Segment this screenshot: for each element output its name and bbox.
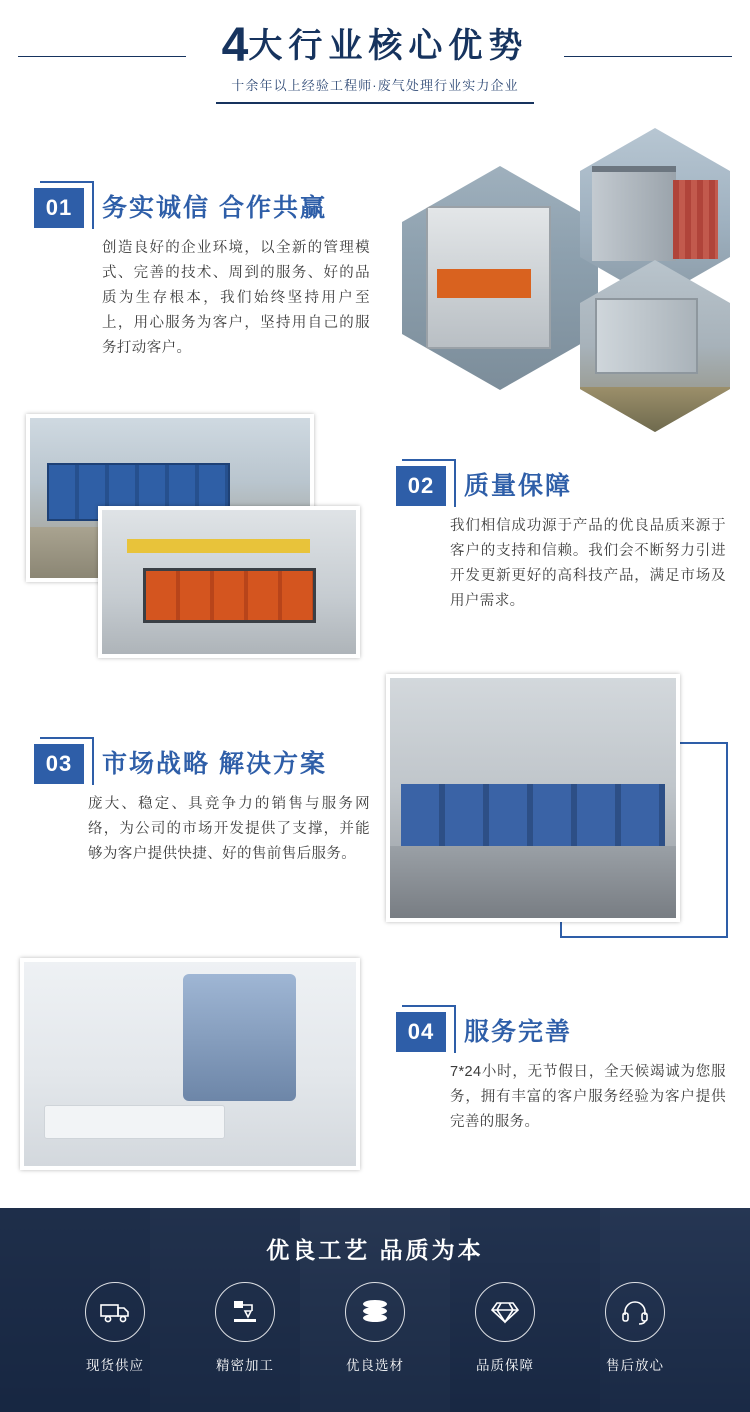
headset-icon (605, 1282, 665, 1342)
footer-item-aftersales (589, 1282, 681, 1374)
footer-item-label: 售后放心 (606, 1358, 664, 1373)
photo-workshop-install (386, 674, 680, 922)
section-04-number-wrap (396, 1012, 446, 1052)
footer-item-material (329, 1282, 421, 1374)
section-02-text (396, 466, 726, 614)
footer-item-label: 现货供应 (86, 1358, 144, 1373)
photo-catalytic-furnace (98, 506, 360, 658)
section-02-number-wrap (396, 466, 446, 506)
title-number: 4 (221, 19, 249, 72)
footer-item-supply (69, 1282, 161, 1374)
footer-item-label: 品质保障 (476, 1358, 534, 1373)
section-01-text (34, 188, 370, 361)
header-rule-left (18, 56, 186, 57)
footer-item-quality (459, 1282, 551, 1374)
footer-title: 优良工艺 品质为本 (266, 1237, 484, 1263)
section-03-number-wrap (34, 744, 84, 784)
footer-item-label: 精密加工 (216, 1358, 274, 1373)
page-subtitle: 十余年以上经验工程师·废气处理行业实力企业 (231, 78, 519, 93)
section-03-title: 市场战略 解决方案 (102, 750, 327, 778)
photo-customer-service (20, 958, 360, 1170)
machine-icon (215, 1282, 275, 1342)
section-04-body: 7*24小时，无节假日，全天候竭诚为您服务，拥有丰富的客户服务经验为客户提供完善的服务。 (450, 1064, 726, 1130)
section-02-number: 02 (396, 466, 446, 506)
truck-icon (85, 1282, 145, 1342)
page-header (0, 0, 750, 112)
header-rule-right (564, 56, 732, 57)
title-text: 大行业核心优势 (248, 27, 529, 65)
page-footer (0, 1208, 750, 1412)
section-01-number: 01 (34, 188, 84, 228)
section-01-images (402, 128, 732, 390)
section-01-number-wrap (34, 188, 84, 228)
header-underline (216, 102, 534, 104)
section-01-title: 务实诚信 合作共赢 (102, 194, 327, 222)
page-title (221, 19, 529, 72)
footer-item-machining (199, 1282, 291, 1374)
photo-dust-collector (402, 166, 598, 390)
section-04-number: 04 (396, 1012, 446, 1052)
section-03-text (34, 744, 378, 867)
photo-carbon-tanks (580, 260, 730, 432)
footer-feature-list (0, 1282, 750, 1374)
section-04-text (396, 1012, 726, 1135)
section-02-body: 我们相信成功源于产品的优良品质来源于客户的支持和信赖。我们会不断努力引进开发更新更好的高科技产品，满足市场及用户需求。 (450, 518, 726, 609)
section-01-body: 创造良好的企业环境，以全新的管理模式、完善的技术、周到的服务、好的品质为生存根本，我们始终坚持用户至上，用心服务为客户，坚持用自己的服务打动客户。 (102, 240, 370, 356)
footer-item-label: 优良选材 (346, 1358, 404, 1373)
section-02-title: 质量保障 (464, 472, 573, 500)
section-03-body: 庞大、稳定、具竞争力的销售与服务网络，为公司的市场开发提供了支撑，并能够为客户提供快捷、好的售前售后服务。 (88, 796, 370, 862)
section-04-title: 服务完善 (464, 1018, 573, 1046)
section-03-number: 03 (34, 744, 84, 784)
layers-icon (345, 1282, 405, 1342)
diamond-icon (475, 1282, 535, 1342)
